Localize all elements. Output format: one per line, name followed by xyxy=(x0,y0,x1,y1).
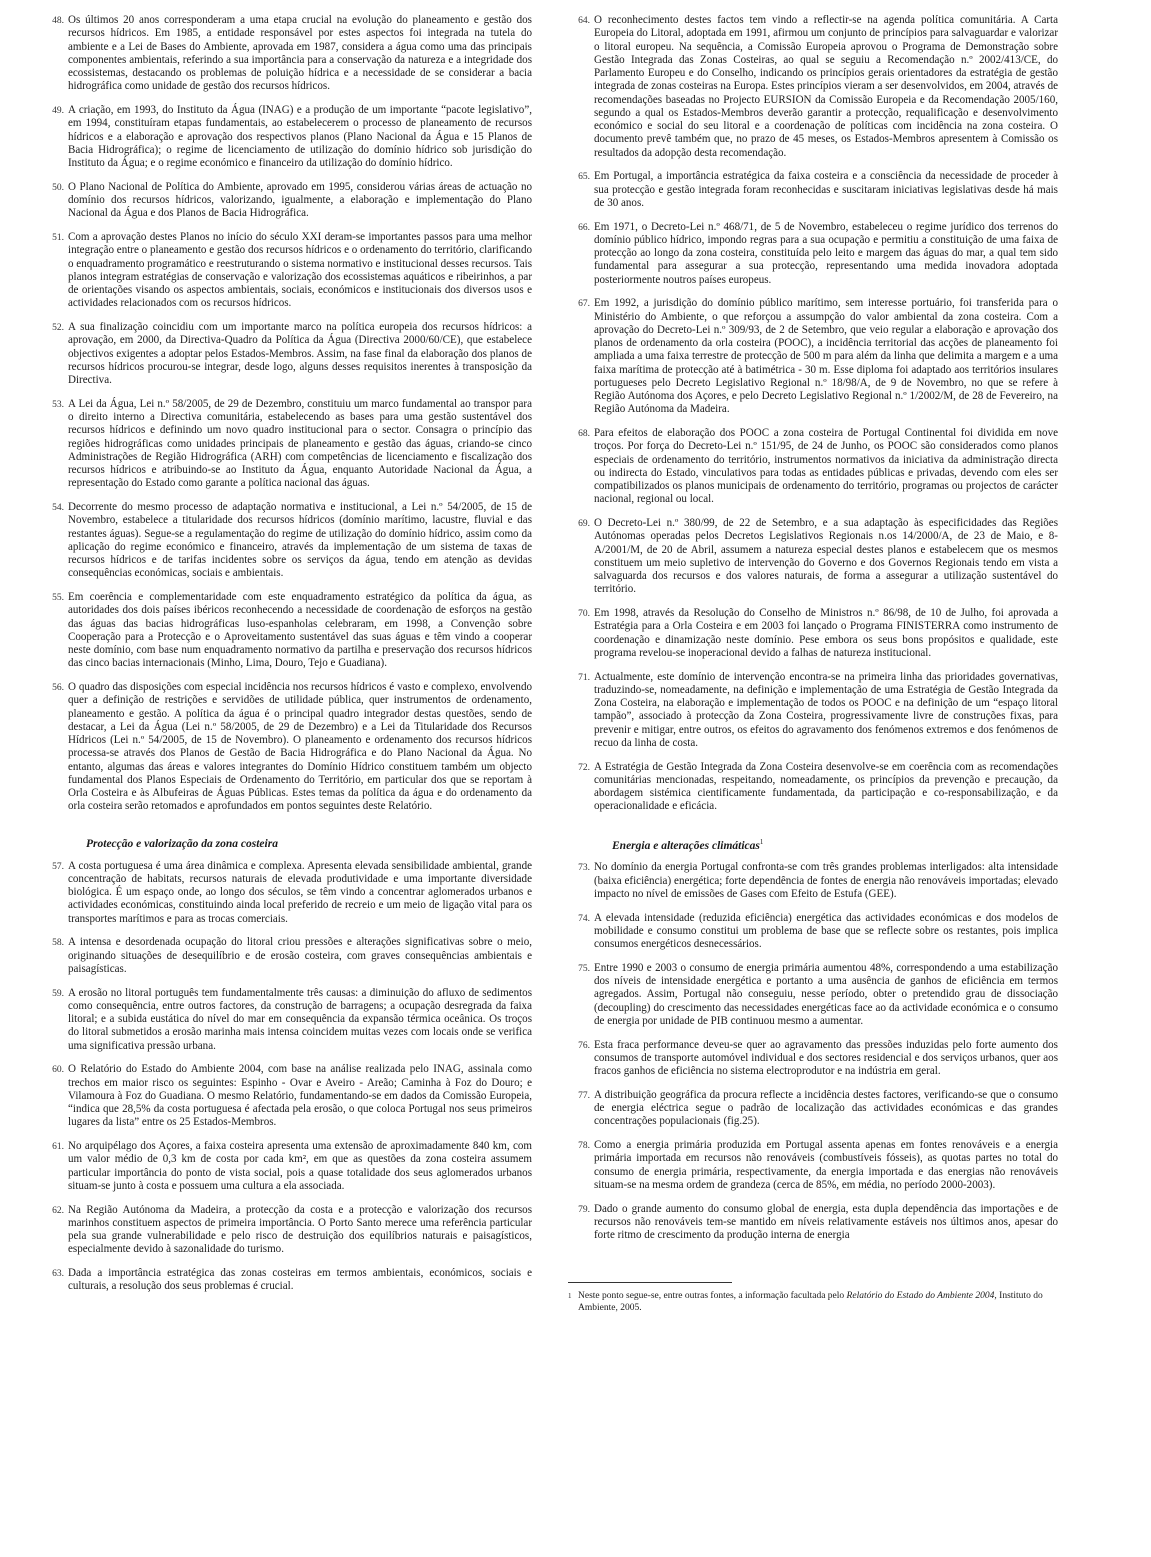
paragraph xyxy=(568,861,1058,901)
paragraph-number: 50. xyxy=(52,182,64,193)
section-heading-coastal: Protecção e valorização da zona costeira xyxy=(86,837,278,850)
paragraph-text: Na Região Autónoma da Madeira, a protecção da costa e a protecção e valorização dos recursos marinhos constituem aspectos de primeira importância. O Porto Santo merece uma referência particular pela sua grande vulnerabilidade e pelo risco de destruição dos equilíbrios naturais e paisagísticos, especialmente devido à sazonalidade do turismo. xyxy=(68,1203,532,1256)
paragraph-text: A erosão no litoral português tem fundamentalmente três causas: a diminuição do afluxo de sedimentos como consequência, entre outros factores, da construção de barragens; a ocupação desregrada da faixa litoral; e a subida eustática do nível do mar em consequência da expansão térmica oceânica. Os troços do litoral submetidos a erosão marinha mais intensa coincidem muitas vezes com locais onde se verifica uma significativa pressão urbana. xyxy=(68,986,532,1052)
paragraph-text: Com a aprovação destes Planos no início do século XXI deram-se importantes passos para uma melhor integração entre o planeamento e gestão dos recursos hídricos e o ordenamento do território, clarificando o enquadramento programático e reestruturando o sistema normativo e institucional desses recursos. Tais planos integram estratégias de conservação e valorização dos ecossistemas aquáticos e ribeirinhos, a par de orientações visando os aspectos ambientais, sociais, económicos e institucionais dos diversos usos e actividades relacionados com os recursos hídricos. xyxy=(68,231,532,310)
paragraph-text: Em 1998, através da Resolução do Conselho de Ministros n.º 86/98, de 10 de Julho, foi aprovada a Estratégia para a Orla Costeira e em 2003 foi lançado o Programa FINISTERRA como instrumento de coordenação e dinamização neste domínio. Pese embora os seus bons propósitos e qualidade, este programa revelou-se inoperacional devido a falhas de natureza institucional. xyxy=(594,607,1058,659)
paragraph xyxy=(42,181,532,221)
paragraph xyxy=(42,321,532,387)
paragraph-number: 73. xyxy=(578,863,590,874)
paragraph xyxy=(42,1140,532,1193)
paragraph-text: Dado o grande aumento do consumo global de energia, esta dupla dependência das importações e de recursos não renováveis tem-se mantido em níveis relativamente estáveis nos últimos anos, apesar do forte ritmo de crescimento da produção interna de energia xyxy=(594,1202,1058,1242)
paragraph-number: 76. xyxy=(578,1040,590,1051)
paragraph xyxy=(568,170,1058,210)
paragraph xyxy=(42,231,532,311)
paragraph-number: 71. xyxy=(578,672,590,683)
paragraph xyxy=(568,1139,1058,1192)
paragraph xyxy=(568,427,1058,507)
paragraph xyxy=(42,591,532,671)
paragraph-number: 60. xyxy=(52,1065,64,1076)
paragraph-text: O Plano Nacional de Política do Ambiente, aprovado em 1995, considerou várias áreas de actuação no domínio dos recursos hídricos, valorizando, igualmente, a elaboração e implementação do Plano Nacional da Água e dos Planos de Bacia Hidrográfica. xyxy=(68,180,532,220)
paragraph-number: 53. xyxy=(52,399,64,410)
paragraph-number: 49. xyxy=(52,106,64,116)
paragraph-number: 77. xyxy=(578,1090,590,1101)
paragraph-text: A intensa e desordenada ocupação do litoral criou pressões e alterações significativas sobre o meio, originando situações de desequilíbrio e de erosão costeira, com graves consequências ambientais e paisagísticas. xyxy=(68,936,532,975)
paragraph-number: 66. xyxy=(578,222,590,233)
paragraph xyxy=(568,1203,1058,1243)
paragraph-number: 48. xyxy=(52,16,64,26)
paragraph xyxy=(568,297,1058,416)
right-paragraphs-bottom xyxy=(568,861,1058,1242)
left-paragraphs-bottom xyxy=(42,860,532,1294)
paragraph xyxy=(42,14,532,94)
paragraph-text: Para efeitos de elaboração dos POOC a zona costeira de Portugal Continental foi dividida em nove troços. Por força do Decreto-Lei n.º 151/95, de 24 de Junho, os POOC são considerados como planos especiais de ordenamento do território, instrumentos normativos da iniciativa da administração directa ou indirecta do Estado, vinculativos para todas as entidades públicas e privadas, devendo com eles ser compatibilizados os planos municipais de ordenamento do território, programas ou projectos de carácter nacional, regional ou local. xyxy=(594,427,1058,506)
footnote-text: Neste ponto segue-se, entre outras fontes, a informação facultada pelo Relatório do Estado do Ambiente 2004, Instituto do Ambiente, 2005. xyxy=(578,1291,1043,1313)
paragraph-number: 79. xyxy=(578,1204,590,1215)
left-column xyxy=(42,14,532,1304)
footnote xyxy=(568,1291,1058,1314)
paragraph-text: A criação, em 1993, do Instituto da Água (INAG) e a produção de um importante “pacote legislativo”, em 1994, constituíram etapas fundamentais, ao estabelecerem o processo de planeamento de recursos hídricos e a elaboração e aprovação dos respectivos planos (Plano Nacional da Água e 15 Planos de Bacia Hidrográfica); o regime de licenciamento de utilização do domínio hídrico sob jurisdição do Instituto da Água; e o regime económico e financeiro da utilização do domínio hídrico. xyxy=(68,104,532,169)
paragraph-text: Decorrente do mesmo processo de adaptação normativa e institucional, a Lei n.º 54/2005, de 15 de Novembro, estabelece a titularidade dos recursos hídricos (domínio marítimo, lacustre, fluvial e das restantes águas). Segue-se a regulamentação do regime de utilização do domínio hídrico, assim como da aplicação do regime económico e financeiro, através da implementação de um sistema de taxas de recursos hídricos e de tarifas incidentes sobre os serviços da água, tendo em atenção as devidas consequências económicas, sociais e ambientais. xyxy=(68,501,532,580)
paragraph-number: 59. xyxy=(52,988,64,999)
heading-text: Energia e alterações climáticas xyxy=(612,839,760,852)
paragraph-text: Actualmente, este domínio de intervenção encontra-se na primeira linha das prioridades governativas, traduzindo-se, nomeadamente, na definição e implementação de uma Estratégia de Gestão Integrada da Zona Costeira, na elaboração e implementação de todos os POOC e na definição de um “espaço litoral tampão”, associado à protecção da Zona Costeira, progressivamente livre de construções fixas, para prevenir e mitigar, entre outros, os efeitos do agravamento dos fenómenos extremos e dos fenómenos de recuo da linha de costa. xyxy=(594,670,1058,749)
paragraph xyxy=(42,1267,532,1294)
paragraph-text: Em 1971, o Decreto-Lei n.º 468/71, de 5 de Novembro, estabeleceu o regime jurídico dos terrenos do domínio público hídrico, impondo regras para a sua ocupação e permitiu a constituição de uma faixa de protecção ao longo da zona costeira, constituída pelo leito e margem das águas do mar, a qual tem sido fundamental para assegurar a sua protecção, representando uma medida inovadora adoptada posteriormente noutros países europeus. xyxy=(594,220,1058,286)
paragraph-text: A elevada intensidade (reduzida eficiência) energética das actividades económicas e dos modelos de mobilidade e consumo constitui um problema de base que se reflecte sobre os restantes, pois implica consumos energéticos desnecessários. xyxy=(594,911,1058,951)
paragraph-text: Dada a importância estratégica das zonas costeiras em termos ambientais, económicos, sociais e culturais, a resolução dos seus problemas é crucial. xyxy=(68,1267,532,1293)
paragraph-text: Entre 1990 e 2003 o consumo de energia primária aumentou 48%, correspondendo a uma estabilização dos níveis de intensidade energética e portanto a uma ausência de ganhos de eficiência em termos agregados. Assim, Portugal não conseguiu, nesse período, obter o pretendido grau de dissociação (decoupling) do crescimento das necessidades energéticas face ao da actividade económica e o consumo de energia por unidade de PIB continuou mesmo a aumentar. xyxy=(594,961,1058,1027)
paragraph-text: Em 1992, a jurisdição do domínio público marítimo, sem interesse portuário, foi transferida para o Ministério do Ambiente, o que reforçou a assumpção do valor ambiental da zona costeira. Com a aprovação do Decreto-Lei n.º 309/93, de 2 de Setembro, que veio regular a elaboração e aprovação dos planos de ordenamento da orla costeira (POOC), a incidência territorial das acções de planeamento foi ampliada a uma faixa terrestre de protecção de 500 m para além da linha que delimita a margem e a uma faixa marítima de protecção até à batimétrica - 30 m. Esse diploma foi adaptado aos territórios insulares portugueses pelo Decreto Legislativo Regional n.º 18/98/A, de 9 de Novembro, no que se refere à Região Autónoma dos Açores, e pelo Decreto Legislativo Regional n.º 1/2002/M, de 28 de Fevereiro, na Região Autónoma da Madeira. xyxy=(594,297,1058,416)
paragraph-number: 74. xyxy=(578,913,590,924)
paragraph-text: O Decreto-Lei n.º 380/99, de 22 de Setembro, e a sua adaptação às especificidades das Regiões Autónomas operadas pelos Decretos Legislativos Regionais n.os 14/2000/A, de 23 de Maio, e 8-A/2001/M, de 20 de Abril, assumem a natureza especial destes planos e estabelecem que os mesmos constituem um meio supletivo de intervenção do Governo e dos Governos Regionais tendo em vista a salvaguarda dos recursos e dos valores naturais, de forma a assegurar a utilização sustentável do território. xyxy=(594,517,1058,596)
paragraph-number: 65. xyxy=(578,172,590,183)
paragraph xyxy=(42,104,532,170)
paragraph-number: 56. xyxy=(52,683,64,693)
paragraph-number: 62. xyxy=(52,1205,64,1216)
paragraph xyxy=(568,221,1058,287)
paragraph-text: O quadro das disposições com especial incidência nos recursos hídricos é vasto e complexo, envolvendo quer a definição de restrições e servidões de utilidade pública, quer instrumentos de ordenamento, planeamento e gestão. A política da água é o principal quadro integrador destas questões, sendo de destacar, a Lei da Água (Lei n.º 58/2005, de 29 de Dezembro) e a Lei da Titularidade dos Recursos Hídricos (Lei n.º 54/2005, de 15 de Novembro). O planeamento e ordenamento dos recursos hídricos processa-se através dos Planos de Gestão de Bacia Hidrográfica e do Plano Nacional da Água. No entanto, algumas das áreas e valores integrantes do Domínio Hídrico constituem também um objecto fundamental dos Planos Especiais de Ordenamento do Território, em particular dos que se reportam à Orla Costeira e às Albufeiras de Águas Públicas. Estes temas da política da água e do ordenamento da orla costeira serão retomados e aprofundados em pontos seguintes deste Relatório. xyxy=(68,681,532,813)
paragraph-number: 55. xyxy=(52,593,64,603)
paragraph xyxy=(42,1063,532,1129)
paragraph-text: A distribuição geográfica da procura reflecte a incidência destes factores, verificando-se que o consumo de energia eléctrica segue o padrão de localização das actividades económicas e das grandes concentrações populacionais (fig.25). xyxy=(594,1088,1058,1128)
paragraph-number: 72. xyxy=(578,762,590,773)
right-paragraphs-top xyxy=(568,14,1058,814)
paragraph xyxy=(568,517,1058,597)
paragraph-number: 67. xyxy=(578,299,590,310)
paragraph-number: 51. xyxy=(52,233,64,243)
paragraph xyxy=(568,1089,1058,1129)
paragraph-text: Em coerência e complementaridade com este enquadramento estratégico da política da água, as autoridades dos dois países ibéricos reconhecendo a necessidade de coordenação de esforços na gestão das águas das bacias hidrográficas luso-espanholas celebraram, em 1998, a Convenção sobre Cooperação para a Protecção e o Aproveitamento sustentável das suas águas e têm vindo a cooperar neste domínio, com base num enquadramento normativo da partilha e preservação dos recursos hídricos das cinco bacias internacionais (Minho, Lima, Douro, Tejo e Guadiana). xyxy=(68,591,532,670)
left-paragraphs-top xyxy=(42,14,532,814)
paragraph-text: A Estratégia de Gestão Integrada da Zona Costeira desenvolve-se em coerência com as recomendações comunitárias mencionadas, respeitando, nomeadamente, os princípios da prevenção e precaução, da abordagem sistémica cientificamente fundamentada, da participação e co-responsabilização, e da operacionalidade e eficácia. xyxy=(594,760,1058,813)
paragraph xyxy=(568,962,1058,1028)
paragraph xyxy=(42,398,532,491)
paragraph xyxy=(568,671,1058,751)
paragraph-number: 61. xyxy=(52,1142,64,1152)
paragraph-text: Os últimos 20 anos corresponderam a uma etapa crucial na evolução do planeamento e gestão dos recursos hídricos. Em 1985, a entidade responsável por estes aspectos foi integrada na tutela do ambiente e a Lei de Bases do Ambiente, aprovada em 1987, considera a água como uma das principais componentes ambientais, referindo a sua importância para a conservação da natureza e a integridade dos ecossistemas, destacando os problemas de poluição hídrica e a necessidade de se considerar a bacia hidrográfica como unidade de gestão dos recursos hídricos. xyxy=(68,14,532,93)
paragraph-text: Em Portugal, a importância estratégica da faixa costeira e a consciência da necessidade de proceder à sua protecção e gestão integrada foram reconhecidas e suscitaram iniciativas legislativas desde há mais de 30 anos. xyxy=(594,170,1058,209)
paragraph-number: 58. xyxy=(52,938,64,949)
paragraph-number: 52. xyxy=(52,323,64,333)
paragraph-text: O reconhecimento destes factos tem vindo a reflectir-se na agenda política comunitária. A Carta Europeia do Litoral, adoptada em 1991, afirmou um conjunto de princípios para salvaguardar e valorizar o litoral europeu. Na sequência, a Comissão Europeia aprovou o Programa de Demonstração sobre Gestão Integrada das Zonas Costeiras, ao qual se seguiu a Recomendação n.º 2002/413/CE, do Parlamento Europeu e do Conselho, indicando os princípios gerais orientadores da estratégia de gestão integrada de zonas costeiras na Europa. Estes princípios vieram a ser desenvolvidos, em 2004, através de recomendações baseadas no Projecto EURSION da Comissão Europeia e da Recomendação 2005/160, segundo a qual os Estados-Membros deverão garantir a protecção, requalificação e desenvolvimento económico e social do seu litoral e a coordenação de políticas com incidência na zona costeira. O documento prevê também que, no prazo de 45 meses, os Estados-Membros apresentem à Comissão os resultados da adopção desta recomendação. xyxy=(594,14,1058,159)
paragraph-text: A sua finalização coincidiu com um importante marco na política europeia dos recursos hídricos: a aprovação, em 2000, da Directiva-Quadro da Política da Água (Directiva 2000/60/CE), que estabelece objectivos exigentes a adoptar pelos Estados-Membros. Assim, na fase final da elaboração dos planos de recursos hídricos procurou-se integrar, desde logo, alguns desses requisitos inerentes à transposição da Directiva. xyxy=(68,321,532,386)
paragraph-number: 70. xyxy=(578,609,590,619)
paragraph xyxy=(42,501,532,581)
paragraph-text: A costa portuguesa é uma área dinâmica e complexa. Apresenta elevada sensibilidade ambiental, grande concentração de habitats, recursos naturais de elevada produtividade e uma importante diversidade biológica. É um espaço onde, ao longo dos séculos, se têm vindo a concentrar aglomerados urbanos e actividades económicas, constituindo ainda local preferido de recreio e um meio de ligação vital para os transportes marítimos e para as trocas comerciais. xyxy=(68,859,532,925)
paragraph xyxy=(42,681,532,814)
footnote-reference: 1 xyxy=(759,837,764,846)
paragraph-number: 75. xyxy=(578,963,590,974)
paragraph xyxy=(568,607,1058,660)
footnote-divider xyxy=(568,1282,732,1283)
paragraph-text: Como a energia primária produzida em Portugal assenta apenas em fontes renováveis e a energia primária importada em recursos não renováveis (combustíveis fósseis), as quotas partes no total do consumo de energia primária, respectivamente, da energia importada e das energias não renováveis situam-se na mesma ordem de grandeza (cerca de 85%, em média, no período 2000-2003). xyxy=(594,1139,1058,1191)
paragraph xyxy=(568,912,1058,952)
paragraph xyxy=(568,1039,1058,1079)
section-heading-energy xyxy=(612,838,1058,852)
paragraph xyxy=(42,1204,532,1257)
paragraph-text: A Lei da Água, Lei n.º 58/2005, de 29 de Dezembro, constituiu um marco fundamental ao transpor para o direito interno a Directiva comunitária, estabelecendo as bases para uma gestão sustentável dos recursos hídricos e definindo um novo quadro institucional para o sector. Consagra o princípio das regiões hidrográficas como unidades principais de planeamento e gestão das águas, criando-se cinco Administrações de Região Hidrográfica (ARH) com competências de licenciamento e fiscalização dos recursos hídricos e atribuindo-se ao Instituto da Água, enquanto Autoridade Nacional da Água, a representação do Estado como garante a política nacional das águas. xyxy=(68,397,532,490)
paragraph xyxy=(42,860,532,926)
paragraph-text: O Relatório do Estado do Ambiente 2004, com base na análise realizada pelo INAG, assinala como trechos em maior risco os seguintes: Espinho - Ovar e Aveiro - Areão; Caminha à Foz do Douro; e Vilamoura à Foz do Guadiana. O mesmo Relatório, fundamentando-se em dados da Comissão Europeia, “indica que 28,5% da costa portuguesa é afectada pela erosão, o que coloca Portugal nos seus primeiros lugares da lista” entre os 25 Estados-Membros. xyxy=(68,1063,532,1129)
paragraph-number: 69. xyxy=(578,519,590,529)
paragraph-number: 68. xyxy=(578,429,590,439)
paragraph-text: Esta fraca performance deveu-se quer ao agravamento das pressões induzidas pelo forte aumento dos consumos de transporte automóvel individual e dos sectores residencial e dos serviços urbanos, quer aos fracos ganhos de eficiência no sistema electroprodutor e na indústria em geral. xyxy=(594,1038,1058,1078)
paragraph-number: 63. xyxy=(52,1269,64,1279)
paragraph xyxy=(568,14,1058,160)
paragraph xyxy=(42,936,532,976)
paragraph-number: 78. xyxy=(578,1141,590,1152)
paragraph-number: 57. xyxy=(52,861,64,872)
paragraph xyxy=(42,987,532,1053)
footnote-mark: 1 xyxy=(568,1292,572,1301)
right-column xyxy=(568,14,1058,1314)
paragraph xyxy=(568,761,1058,814)
paragraph-number: 54. xyxy=(52,503,64,513)
paragraph-text: No arquipélago dos Açores, a faixa costeira apresenta uma extensão de aproximadamente 840 km, com um valor médio de 0,3 km de costa por cada km², em que as questões da zona costeira assumem particular importância do ponto de vista social, pois a quase totalidade dos seus aglomerados urbanos situam-se junto à costa e possuem uma cultura a ela associada. xyxy=(68,1140,532,1192)
paragraph-text: No domínio da energia Portugal confronta-se com três grandes problemas interligados: alta intensidade (baixa eficiência) energética; forte dependência de fontes de energia não renováveis importadas; elevado impacto no nível de emissões de Gases com Efeito de Estufa (GEE). xyxy=(594,861,1058,900)
paragraph-number: 64. xyxy=(578,16,590,26)
